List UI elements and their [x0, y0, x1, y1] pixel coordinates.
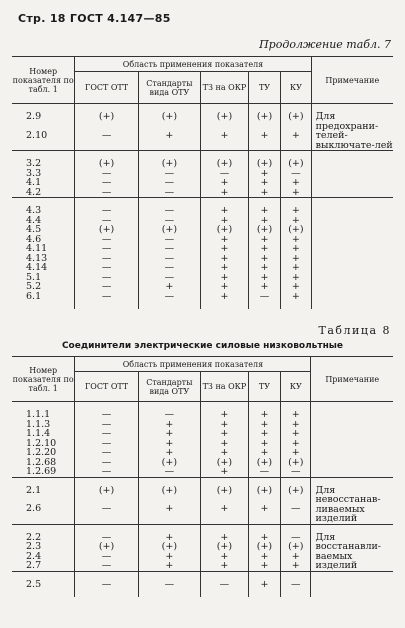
- cell-value: —: [138, 410, 200, 420]
- cell-value: +: [248, 282, 280, 292]
- cell-value: (+): [201, 112, 249, 131]
- col-standards-header: Стандарты вида ОТУ: [138, 72, 200, 104]
- cell-value: —: [248, 467, 280, 477]
- standard-code: ГОСТ 4.147—85: [69, 12, 171, 25]
- row-number: 4.11: [26, 243, 48, 254]
- cell-value: —: [281, 533, 311, 543]
- table-row: [12, 410, 393, 420]
- cell-value: +: [201, 216, 249, 226]
- cell-value: +: [281, 448, 311, 458]
- cell-value: +: [281, 263, 311, 273]
- cell-value: (+): [75, 112, 138, 131]
- table-8-label: Таблица 8: [318, 324, 391, 337]
- cell-value: +: [248, 420, 280, 430]
- table-row: [12, 580, 393, 590]
- cell-value: —: [75, 263, 138, 273]
- cell-value: —: [75, 458, 138, 468]
- col-note-header: Примечание: [311, 357, 393, 402]
- row-number: 2.7: [26, 560, 42, 571]
- cell-value: (+): [138, 225, 200, 235]
- cell-value: —: [75, 206, 138, 216]
- cell-value: +: [248, 580, 280, 590]
- row-number: 2.10: [26, 129, 48, 141]
- cell-value: —: [75, 420, 138, 430]
- cell-value: +: [248, 410, 280, 420]
- cell-value: —: [201, 169, 249, 179]
- cell-value: —: [75, 244, 138, 254]
- cell-value: —: [138, 206, 200, 216]
- cell-value: —: [281, 169, 311, 179]
- cell-value: +: [201, 188, 249, 198]
- cell-value: +: [201, 504, 249, 524]
- cell-value: (+): [248, 542, 280, 552]
- cell-value: (+): [248, 159, 280, 169]
- cell-value: +: [201, 410, 249, 420]
- cell-value: —: [75, 410, 138, 420]
- cell-value: +: [281, 244, 311, 254]
- row-number: 5.1: [26, 271, 42, 283]
- cell-value: +: [138, 429, 200, 439]
- cell-value: +: [248, 235, 280, 245]
- cell-value: (+): [281, 486, 311, 505]
- row-note: Для предохрани-телей-выключате-лей: [311, 112, 393, 151]
- cell-value: +: [281, 235, 311, 245]
- cell-value: +: [281, 282, 311, 292]
- cell-value: +: [201, 235, 249, 245]
- cell-value: +: [201, 467, 249, 477]
- cell-value: —: [75, 533, 138, 543]
- cell-value: +: [281, 178, 311, 188]
- cell-value: +: [138, 448, 200, 458]
- cell-value: —: [201, 580, 249, 590]
- cell-value: (+): [138, 458, 200, 468]
- cell-value: +: [281, 420, 311, 430]
- cell-value: —: [138, 292, 200, 302]
- page-header: [18, 12, 171, 25]
- cell-value: +: [201, 292, 249, 302]
- row-number: 1.2.10: [26, 437, 57, 449]
- cell-value: (+): [281, 112, 311, 131]
- cell-value: +: [138, 504, 200, 524]
- row-number: 1.1.3: [26, 418, 51, 430]
- cell-value: +: [248, 504, 280, 524]
- row-number: 2.5: [26, 578, 42, 590]
- row-number: 1.1.4: [26, 428, 51, 439]
- table-row: [12, 159, 393, 169]
- cell-value: +: [138, 561, 200, 571]
- col-tu-header: ТУ: [248, 72, 280, 104]
- cell-value: —: [75, 235, 138, 245]
- cell-value: —: [75, 131, 138, 151]
- cell-value: +: [201, 561, 249, 571]
- cell-value: +: [201, 552, 249, 562]
- cell-value: +: [248, 206, 280, 216]
- row-number: 2.9: [26, 111, 42, 122]
- col-tz-header: ТЗ на ОКР: [201, 372, 249, 402]
- cell-value: +: [248, 188, 280, 198]
- cell-value: +: [201, 263, 249, 273]
- cell-value: —: [75, 273, 138, 283]
- row-number: 1.2.69: [26, 466, 57, 477]
- col-tu-header: ТУ: [248, 372, 280, 402]
- row-number: 4.5: [26, 224, 42, 235]
- col-gost-header: ГОСТ ОТТ: [75, 72, 138, 104]
- page-number: Стр. 18: [18, 12, 66, 25]
- col-area-header: Область применения показателя: [75, 357, 311, 372]
- cell-value: (+): [201, 159, 249, 169]
- cell-value: (+): [138, 486, 200, 505]
- cell-value: (+): [75, 542, 138, 552]
- cell-value: +: [248, 178, 280, 188]
- cell-value: +: [201, 206, 249, 216]
- cell-value: —: [138, 244, 200, 254]
- cell-value: (+): [75, 225, 138, 235]
- cell-value: —: [138, 273, 200, 283]
- cell-value: +: [281, 410, 311, 420]
- cell-value: +: [138, 552, 200, 562]
- cell-value: —: [75, 282, 138, 292]
- cell-value: (+): [281, 225, 311, 235]
- table-7: [12, 56, 393, 309]
- cell-value: +: [201, 448, 249, 458]
- row-note: Для невосстанав-ливаемых изделий: [311, 486, 393, 525]
- cell-value: +: [138, 533, 200, 543]
- cell-value: (+): [201, 486, 249, 505]
- cell-value: —: [75, 448, 138, 458]
- row-number: 2.4: [26, 550, 42, 562]
- cell-value: —: [75, 467, 138, 477]
- cell-value: +: [248, 533, 280, 543]
- cell-value: +: [281, 273, 311, 283]
- cell-value: (+): [281, 458, 311, 468]
- cell-value: +: [248, 263, 280, 273]
- row-number: 4.4: [26, 214, 42, 226]
- cell-value: +: [201, 439, 249, 449]
- cell-value: —: [248, 292, 280, 302]
- cell-value: —: [138, 254, 200, 264]
- cell-value: +: [248, 439, 280, 449]
- table-row: [12, 206, 393, 216]
- cell-value: (+): [138, 112, 200, 131]
- cell-value: +: [281, 216, 311, 226]
- cell-value: —: [138, 216, 200, 226]
- row-number: 4.2: [26, 186, 42, 198]
- col-area-header: Область применения показателя: [75, 57, 311, 72]
- cell-value: +: [201, 254, 249, 264]
- cell-value: (+): [281, 159, 311, 169]
- cell-value: —: [75, 292, 138, 302]
- row-note: [311, 580, 393, 590]
- cell-value: +: [201, 533, 249, 543]
- continuation-label: Продолжение табл. 7: [259, 38, 391, 51]
- cell-value: (+): [75, 486, 138, 505]
- cell-value: —: [75, 561, 138, 571]
- cell-value: —: [138, 580, 200, 590]
- cell-value: —: [138, 235, 200, 245]
- cell-value: +: [248, 254, 280, 264]
- cell-value: +: [201, 178, 249, 188]
- cell-value: —: [138, 169, 200, 179]
- cell-value: +: [138, 439, 200, 449]
- cell-value: +: [248, 169, 280, 179]
- col-ku-header: КУ: [281, 72, 311, 104]
- cell-value: +: [281, 188, 311, 198]
- row-number: 1.2.68: [26, 456, 57, 468]
- cell-value: +: [281, 561, 311, 571]
- cell-value: —: [75, 504, 138, 524]
- table-8: [12, 356, 393, 597]
- cell-value: +: [281, 131, 311, 151]
- cell-value: +: [281, 206, 311, 216]
- cell-value: +: [138, 282, 200, 292]
- cell-value: +: [248, 131, 280, 151]
- cell-value: —: [75, 188, 138, 198]
- row-note: [311, 159, 393, 198]
- row-note: [311, 410, 393, 477]
- cell-value: (+): [281, 542, 311, 552]
- cell-value: —: [281, 467, 311, 477]
- cell-value: +: [248, 429, 280, 439]
- col-ku-header: КУ: [281, 372, 311, 402]
- col-gost-header: ГОСТ ОТТ: [75, 372, 138, 402]
- row-number: 4.14: [26, 262, 48, 273]
- row-number: 6.1: [26, 290, 42, 302]
- cell-value: (+): [248, 486, 280, 505]
- row-note: [311, 206, 393, 301]
- cell-value: +: [201, 244, 249, 254]
- cell-value: (+): [201, 458, 249, 468]
- row-note: Для восстанавли-ваемых изделий: [311, 533, 393, 572]
- cell-value: +: [201, 420, 249, 430]
- cell-value: —: [281, 580, 311, 590]
- cell-value: +: [248, 244, 280, 254]
- cell-value: +: [138, 420, 200, 430]
- cell-value: +: [248, 448, 280, 458]
- cell-value: —: [75, 580, 138, 590]
- cell-value: —: [138, 263, 200, 273]
- cell-value: +: [248, 216, 280, 226]
- cell-value: +: [138, 131, 200, 151]
- cell-value: —: [75, 216, 138, 226]
- cell-value: —: [75, 552, 138, 562]
- cell-value: —: [138, 188, 200, 198]
- row-number: 2.1: [26, 484, 42, 496]
- cell-value: (+): [248, 112, 280, 131]
- row-number: 4.3: [26, 205, 42, 216]
- cell-value: —: [75, 178, 138, 188]
- cell-value: +: [248, 561, 280, 571]
- cell-value: +: [281, 429, 311, 439]
- table-8-title: Соединители электрические силовые низковольтные: [61, 341, 344, 351]
- cell-value: —: [75, 429, 138, 439]
- cell-value: +: [281, 292, 311, 302]
- row-number: 2.6: [26, 503, 42, 515]
- table-row: [12, 112, 393, 131]
- cell-value: (+): [138, 542, 200, 552]
- row-number: 4.6: [26, 233, 42, 245]
- col-note-header: Примечание: [311, 57, 393, 104]
- cell-value: +: [281, 254, 311, 264]
- cell-value: +: [248, 552, 280, 562]
- cell-value: —: [75, 169, 138, 179]
- cell-value: (+): [138, 159, 200, 169]
- cell-value: —: [281, 504, 311, 524]
- table-row: [12, 533, 393, 543]
- cell-value: —: [138, 467, 200, 477]
- row-number: 2.2: [26, 531, 42, 543]
- col-tz-header: ТЗ на ОКР: [201, 72, 249, 104]
- col-standards-header: Стандарты вида ОТУ: [138, 372, 200, 402]
- cell-value: (+): [248, 458, 280, 468]
- cell-value: —: [75, 254, 138, 264]
- cell-value: (+): [201, 542, 249, 552]
- cell-value: +: [201, 282, 249, 292]
- row-number: 1.1.1: [26, 409, 51, 420]
- cell-value: (+): [75, 159, 138, 169]
- row-number: 3.2: [26, 158, 42, 169]
- cell-value: —: [138, 178, 200, 188]
- row-number: 3.3: [26, 167, 42, 179]
- cell-value: (+): [201, 225, 249, 235]
- table-row: [12, 486, 393, 505]
- row-number: 5.2: [26, 281, 42, 292]
- cell-value: +: [281, 552, 311, 562]
- cell-value: (+): [248, 225, 280, 235]
- cell-value: +: [201, 429, 249, 439]
- row-number: 1.2.20: [26, 447, 57, 458]
- col-number-header: Номер показателя по табл. 1: [12, 357, 75, 402]
- table-8-body: [12, 402, 393, 598]
- row-number: 2.3: [26, 541, 42, 552]
- cell-value: +: [281, 439, 311, 449]
- cell-value: +: [201, 131, 249, 151]
- row-number: 4.13: [26, 252, 48, 264]
- cell-value: —: [75, 439, 138, 449]
- cell-value: +: [248, 273, 280, 283]
- row-number: 4.1: [26, 177, 42, 188]
- cell-value: +: [201, 273, 249, 283]
- col-number-header: Номер показателя по табл. 1: [12, 57, 75, 104]
- table-7-body: [12, 104, 393, 310]
